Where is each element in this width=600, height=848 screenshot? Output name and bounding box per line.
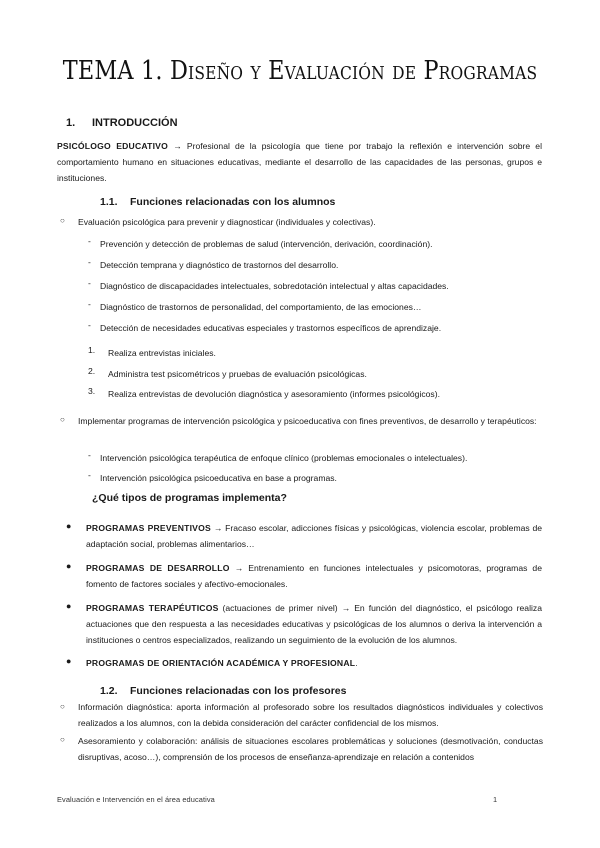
circle-bullet-icon: ○	[60, 415, 65, 424]
ordered-number: 3.	[88, 386, 96, 396]
circle-bullet-icon: ○	[60, 216, 65, 225]
bullet-icon: ●	[66, 601, 72, 611]
section-1-heading	[66, 117, 178, 129]
subheading-question: ¿Qué tipos de programas implementa?	[92, 492, 287, 504]
arrow-icon: →	[173, 141, 182, 151]
document-title: TEMA 1. Diseño y Evaluación de Programas	[62, 56, 538, 86]
dash-bullet-icon: -	[88, 236, 91, 246]
dash-bullet-icon: -	[88, 320, 91, 330]
program-term: PROGRAMAS DE ORIENTACIÓN ACADÉMICA Y PROFESIONAL	[86, 658, 356, 668]
section-1-2-heading	[100, 685, 346, 697]
dash-bullet-icon: -	[88, 257, 91, 267]
arrow-icon: →	[234, 563, 244, 573]
program-pre: (actuaciones de primer nivel)	[222, 603, 338, 613]
circle-bullet-icon: ○	[60, 702, 65, 711]
circle-bullet-icon: ○	[60, 735, 65, 744]
list-item: Implementar programas de intervención psicológica y psicoeducativa con fines preventivos, de desarrollo y terapéuticos:	[78, 416, 537, 426]
program-item	[86, 600, 542, 648]
list-item: Intervención psicológica psicoeducativa en base a programas.	[100, 473, 337, 483]
intro-paragraph	[57, 138, 542, 186]
bullet-icon: ●	[66, 656, 72, 666]
definition-text: Profesional de la psicología que tiene por trabajo la reflexión e intervención sobre el comportamiento humano en situaciones educativas, mediante el desarrollo de las capacidades de las personas, grupos e instituciones.	[57, 141, 542, 183]
section-number: 1.	[66, 117, 76, 129]
ordered-item: Realiza entrevistas iniciales.	[108, 348, 216, 358]
list-item: Detección de necesidades educativas especiales y trastornos específicos de aprendizaje.	[100, 323, 442, 333]
section-number: 1.2.	[100, 685, 118, 697]
list-item: Diagnóstico de trastornos de personalidad, del comportamiento, de las emociones…	[100, 302, 422, 312]
ordered-item: Administra test psicométricos y pruebas de evaluación psicológicas.	[108, 369, 367, 379]
section-1-1-heading	[100, 196, 335, 208]
ordered-item: Realiza entrevistas de devolución diagnóstica y asesoramiento (informes psicológicos).	[108, 389, 440, 399]
ordered-number: 1.	[88, 345, 96, 355]
section-title: Funciones relacionadas con los alumnos	[130, 196, 336, 208]
dash-bullet-icon: -	[88, 470, 91, 480]
term-psicologo-educativo: PSICÓLOGO EDUCATIVO	[57, 141, 168, 151]
section-title: INTRODUCCIÓN	[92, 117, 178, 129]
program-text: En función del diagnóstico, el psicólogo realiza actuaciones que den respuesta a las necesidades educativas y psicológicas de los alumnos o deriva la intervención a instituciones o centros especializados, realizando un seguimiento de la evolución de los alumnos.	[86, 603, 542, 645]
arrow-icon: →	[341, 603, 351, 613]
footer-course-name: Evaluación e Intervención en el área educativa	[57, 795, 215, 804]
list-item: Diagnóstico de discapacidades intelectuales, sobredotación intelectual y altas capacidades.	[100, 281, 449, 291]
list-item: Asesoramiento y colaboración: análisis de situaciones escolares problemáticas y soluciones (desmotivación, conductas disruptivas, acoso…), comprensión de los procesos de enseñanza-aprendizaje en relación a contenidos	[78, 736, 543, 762]
section-number: 1.1.	[100, 196, 118, 208]
program-text: Entrenamiento en funciones intelectuales y psicomotoras, programas de fomento de factores sociales y afectivo-emocionales.	[86, 563, 542, 589]
dash-bullet-icon: -	[88, 450, 91, 460]
list-item: Evaluación psicológica para prevenir y diagnosticar (individuales y colectivas).	[78, 217, 376, 227]
program-item	[86, 520, 542, 552]
program-term: PROGRAMAS DE DESARROLLO	[86, 563, 230, 573]
list-item: Información diagnóstica: aporta información al profesorado sobre los resultados diagnósticos individuales y colectivos realizados a los alumnos, con la debida consideración del carácter confidencial de los mismos.	[78, 702, 543, 728]
list-item: Detección temprana y diagnóstico de trastornos del desarrollo.	[100, 260, 339, 270]
arrow-icon: →	[213, 523, 223, 533]
section-title: Funciones relacionadas con los profesores	[130, 685, 347, 697]
program-end: .	[355, 658, 358, 668]
dash-bullet-icon: -	[88, 299, 91, 309]
program-item	[86, 560, 542, 592]
program-term: PROGRAMAS TERAPÉUTICOS	[86, 603, 219, 613]
list-item: Intervención psicológica terapéutica de enfoque clínico (problemas emocionales o intelectuales).	[100, 453, 468, 463]
program-text: Fracaso escolar, adicciones físicas y psicológicas, violencia escolar, problemas de adaptación social, problemas alimentarios…	[86, 523, 543, 549]
program-item	[86, 655, 542, 671]
dash-bullet-icon: -	[88, 278, 91, 288]
page-number: 1	[493, 795, 498, 804]
bullet-icon: ●	[66, 521, 72, 531]
ordered-number: 2.	[88, 366, 96, 376]
list-item: Prevención y detección de problemas de salud (intervención, derivación, coordinación).	[100, 239, 433, 249]
program-term: PROGRAMAS PREVENTIVOS	[86, 523, 211, 533]
bullet-icon: ●	[66, 561, 72, 571]
